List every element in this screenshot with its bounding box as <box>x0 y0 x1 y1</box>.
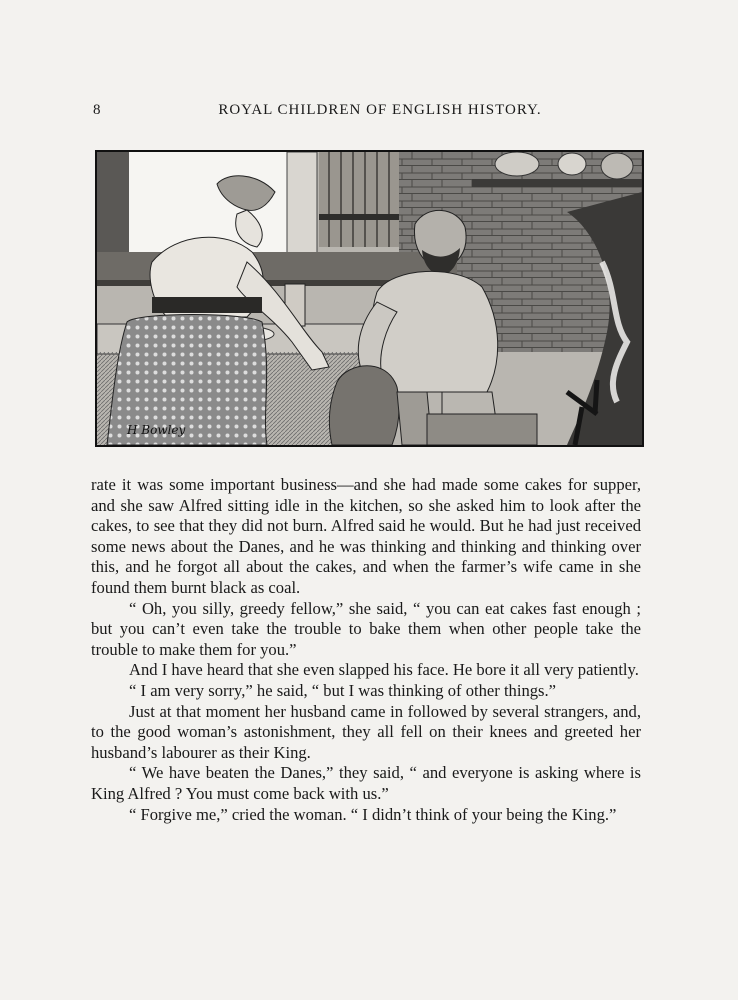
paragraph-6: “ We have beaten the Danes,” they said, “ and everyone is asking where is King Alfred ? You must come back with us.” <box>91 763 641 803</box>
wooden-shutter <box>319 152 399 247</box>
shelf <box>472 179 642 187</box>
paragraph-5: Just at that moment her husband came in followed by several strangers, and, to the good woman’s astonishment, they all fell on their knees and greeted her husband’s labourer as their King. <box>91 701 641 762</box>
body-text <box>91 475 641 825</box>
illustration-alfred-and-the-cakes <box>95 150 644 447</box>
illustration-drawing <box>97 152 642 445</box>
page-header <box>90 100 640 124</box>
illustrator-signature: H Bowley <box>127 423 186 437</box>
paragraph-1: rate it was some important business—and she had made some cakes for supper, and she saw Alfred sitting idle in the kitchen, so she asked him to look after the cakes, to see that they did not burn. Alfred said he would. But he had just received some news about the Danes, and he was thinking and thinking and thinking over this, and he forgot all about the cakes, and when the farmer’s wife came in she found them burnt black as coal. <box>91 475 641 597</box>
bench <box>427 414 537 445</box>
paragraph-3: And I have heard that she even slapped his face. He bore it all very patiently. <box>129 660 639 680</box>
woman-belt <box>152 297 262 313</box>
cloak-on-knee <box>329 366 399 445</box>
man-tunic <box>372 271 498 392</box>
page-number: 8 <box>93 102 101 118</box>
paragraph-4: “ I am very sorry,” he said, “ but I was thinking of other things.” <box>129 680 557 700</box>
running-title: ROYAL CHILDREN OF ENGLISH HISTORY. <box>218 102 542 118</box>
paragraph-2: “ Oh, you silly, greedy fellow,” she said, “ you can eat cakes fast enough ; but you can’t even take the trouble to bake them when other people take the trouble to make them for you.” <box>91 598 641 659</box>
paragraph-7: “ Forgive me,” cried the woman. “ I didn’t think of your being the King.” <box>129 804 617 824</box>
